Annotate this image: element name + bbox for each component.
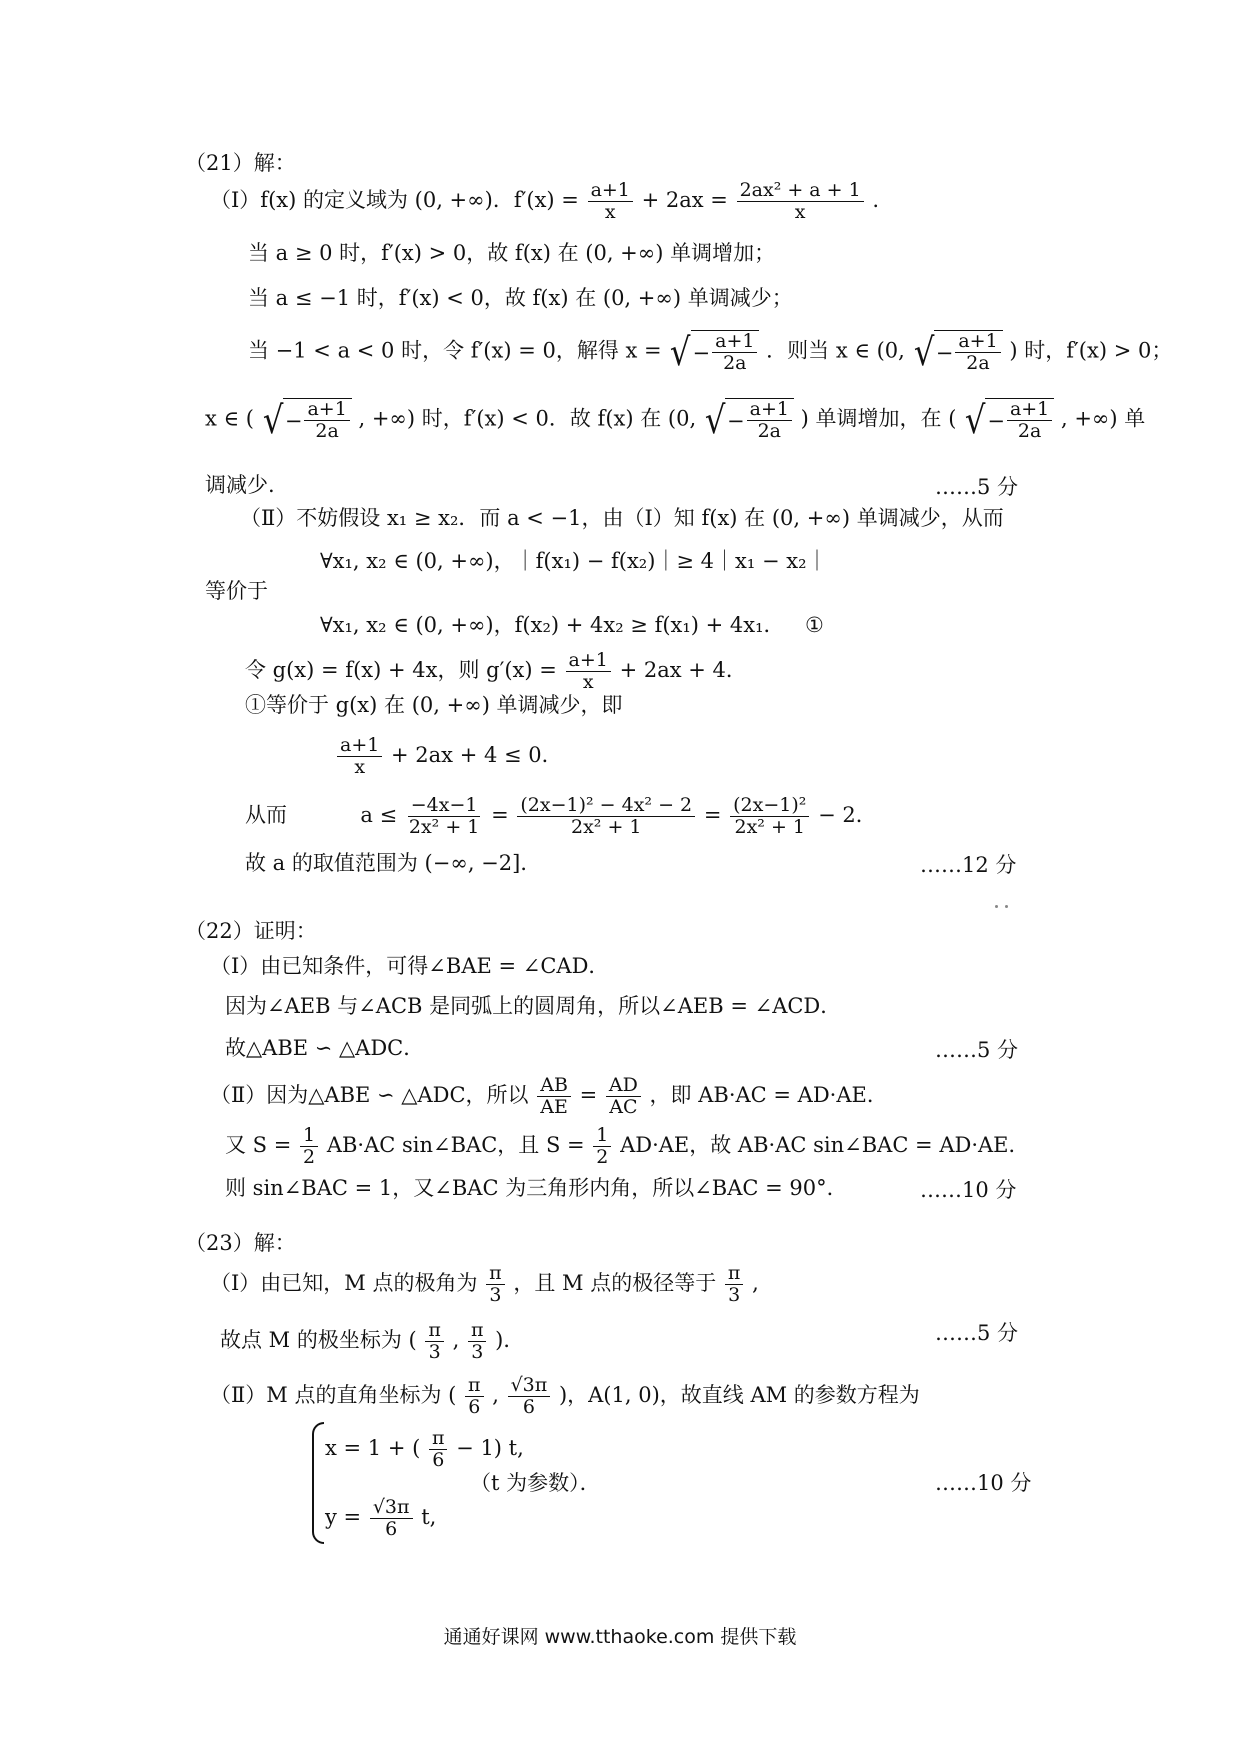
q23-sysx-text-a: x = 1 + (: [325, 1436, 421, 1460]
q22-line-5: [225, 1125, 1030, 1168]
q23-l3-text-b: )，A(1, 0)，故直线 AM 的参数方程为: [558, 1383, 920, 1407]
q21-p28-frac1: $\frac{-4x-1}{\text{2x² + 1}}$: [408, 794, 480, 838]
q21-p1-frac2: $\frac{\text{2ax² + a + 1}}{x}$: [737, 180, 864, 223]
q21-l4-text-a: 当 −1 < a < 0 时，令 f′(x) = 0，解得 x =: [248, 338, 662, 363]
q23-l2-text-a: 故点 M 的极坐标为 (: [220, 1328, 417, 1352]
q22-l4-text-a: （Ⅱ）因为△ABE ∽ △ADC，所以: [210, 1083, 529, 1107]
q21-circle-1: ①: [805, 613, 824, 637]
q21-l5-text-d: , +∞) 单: [1060, 406, 1146, 431]
q23-sysy-frac: $\frac{√3\pi}{6}$: [370, 1497, 413, 1540]
q21-p28-text-b: a ≤: [360, 803, 398, 827]
q21-l5-text-a: x ∈ (: [205, 406, 254, 431]
q23-l2-frac2: $\frac{\pi}{3}$: [468, 1320, 487, 1363]
q23-heading: （23）解：: [185, 1231, 296, 1255]
q23-l3-frac2: $\frac{√3\pi}{6}$: [508, 1375, 551, 1418]
q22-l4-frac1: $\frac{AB}{AE}$: [537, 1075, 571, 1118]
q21-case-middle: [248, 330, 1172, 374]
q21-p28-text-a: 从而: [245, 803, 287, 827]
q23-line-3: [210, 1375, 920, 1418]
q23-sysx-frac: $\frac{\pi}{6}$: [429, 1428, 448, 1471]
scan-speck: [995, 905, 998, 908]
q22-score-10: ……10 分: [920, 1178, 1017, 1202]
q23-param-note: （t 为参数）．: [470, 1471, 601, 1495]
q21-heading: （21）解：: [185, 151, 296, 175]
q23-score-10: ……10 分: [935, 1471, 1032, 1495]
q23-sysx-text-b: − 1) t,: [456, 1436, 524, 1460]
q22-line-2: 因为∠AEB 与∠ACB 是同弧上的圆周角，所以∠AEB = ∠ACD．: [225, 994, 842, 1018]
q21-p25-text-b: + 2ax + 4．: [619, 658, 747, 682]
q21-p28-eq1: =: [491, 803, 509, 827]
q23-l1-text-a: （Ⅰ）由已知，M 点的极角为: [210, 1271, 478, 1295]
q22-line-1: （Ⅰ）由已知条件，可得∠BAE = ∠CAD．: [210, 954, 610, 978]
q21-a-bound: [245, 795, 877, 838]
q21-p28-text-c: − 2．: [818, 803, 877, 827]
q21-part1-derivative: [210, 180, 879, 223]
q21-l5-text-c: ) 单调增加，在 (: [800, 406, 957, 431]
q21-p25-text-a: 令 g(x) = f(x) + 4x，则 g′(x) =: [245, 658, 557, 682]
q22-line-6: 则 sin∠BAC = 1，又∠BAC 为三角形内角，所以∠BAC = 90°．: [225, 1176, 848, 1200]
q21-l5-text-b: , +∞) 时，f′(x) < 0．故 f(x) 在 (0,: [358, 406, 697, 431]
q21-range: 故 a 的取值范围为 (−∞, −2]．: [245, 851, 542, 875]
q23-score-5: ……5 分: [935, 1321, 1019, 1345]
q23-line-2: [220, 1320, 524, 1363]
q22-l5-frac2: $\frac{1}{2}$: [593, 1125, 611, 1168]
scan-speck: [1005, 905, 1008, 908]
q23-l3-frac1: $\frac{\pi}{6}$: [465, 1375, 484, 1418]
q21-score-12: ……12 分: [920, 853, 1017, 877]
q21-l4-sqrt1: √ − $\frac{a+1}{2a}$: [668, 330, 759, 374]
q23-sysy-text-a: y =: [325, 1505, 362, 1529]
q21-p28-frac2: $\frac{\text{(2x−1)² − 4x² − 2}}{\text{2x² + 1}}$: [517, 795, 695, 838]
q21-l4-text-b: ．则当 x ∈ (0,: [766, 338, 905, 363]
q22-l4-text-b: ，即 AB·AC = AD·AE．: [649, 1083, 888, 1107]
q21-case-a-nonneg: 当 a ≥ 0 时，f′(x) > 0，故 f(x) 在 (0, +∞) 单调增加；: [248, 241, 776, 265]
q21-case-a-le-minus1: 当 a ≤ −1 时，f′(x) < 0，故 f(x) 在 (0, +∞) 单调减少；: [248, 286, 793, 310]
q23-l2-frac1: $\frac{\pi}{3}$: [425, 1320, 444, 1363]
q23-l2-text-b: )．: [495, 1328, 525, 1352]
q21-g-derivative: [245, 650, 747, 693]
q23-l1-frac1: $\frac{\pi}{3}$: [486, 1263, 505, 1306]
q22-l5-text-b: AB·AC sin∠BAC，且 S =: [326, 1133, 585, 1157]
q23-sys-x: [325, 1428, 524, 1471]
q23-line-1: [210, 1263, 759, 1306]
q21-p1-frac1: $\frac{a+1}{x}$: [588, 180, 633, 223]
q21-l5-sqrt3: √ − $\frac{a+1}{2a}$: [963, 398, 1054, 442]
q21-p27-frac: $\frac{a+1}{x}$: [337, 735, 382, 778]
q21-l4-sqrt2: √ − $\frac{a+1}{2a}$: [912, 330, 1003, 374]
q22-heading: （22）证明：: [185, 919, 317, 943]
q21-inequality-2: ∀x₁, x₂ ∈ (0, +∞)，f(x₂) + 4x₂ ≥ f(x₁) + 4x₁．: [320, 613, 785, 637]
q21-interval-line: [205, 398, 1145, 442]
q21-p1-text-a: （Ⅰ）f(x) 的定义域为 (0, +∞)．f′(x) =: [210, 188, 586, 212]
q21-p25-frac: $\frac{a+1}{x}$: [566, 650, 611, 693]
q21-l4-text-c: ) 时，f′(x) > 0；: [1009, 338, 1173, 363]
q21-p1-text-b: + 2ax =: [641, 188, 728, 212]
q23-sys-y: [325, 1497, 436, 1540]
q21-inequality-1: ∀x₁, x₂ ∈ (0, +∞)，｜f(x₁) − f(x₂)｜≥ 4｜x₁ − x₂｜: [320, 549, 828, 573]
q23-l3-text-a: （Ⅱ）M 点的直角坐标为 (: [210, 1383, 457, 1407]
q21-p1-text-c: .: [872, 188, 880, 212]
q21-equiv-label: 等价于: [205, 579, 268, 603]
q23-l1-frac2: $\frac{\pi}{3}$: [725, 1263, 744, 1306]
q21-p28-frac3: $\frac{\text{(2x−1)²}}{\text{2x² + 1}}$: [730, 795, 809, 838]
q23-sysy-text-b: t,: [421, 1505, 437, 1529]
system-brace: [312, 1422, 324, 1544]
q23-l1-text-c: ,: [752, 1271, 759, 1295]
footer-watermark: 通通好课网 www.tthaoke.com 提供下载: [443, 1626, 797, 1648]
q22-score-5: ……5 分: [935, 1038, 1019, 1062]
q21-equiv-g: ①等价于 g(x) 在 (0, +∞) 单调减少，即: [245, 693, 623, 717]
q22-l5-text-a: 又 S =: [225, 1133, 292, 1157]
q23-l2-sep: ,: [452, 1328, 460, 1352]
q23-l3-sep: ,: [492, 1383, 499, 1407]
q21-p27-text: + 2ax + 4 ≤ 0．: [391, 743, 563, 767]
q21-l5-sqrt1: √ − $\frac{a+1}{2a}$: [261, 398, 352, 442]
q22-line-3: 故△ABE ∽ △ADC．: [225, 1036, 425, 1060]
q21-p28-eq2: =: [703, 803, 722, 827]
q22-l5-frac1: $\frac{1}{2}$: [300, 1125, 318, 1168]
q22-line-4: [210, 1075, 888, 1118]
q21-l5-sqrt2: √ − $\frac{a+1}{2a}$: [703, 398, 794, 442]
q22-l4-frac2: $\frac{AD}{AC}$: [606, 1075, 641, 1118]
q21-score-5: ……5 分: [935, 475, 1019, 499]
q22-l5-text-c: AD·AE，故 AB·AC sin∠BAC = AD·AE．: [620, 1133, 1030, 1157]
q21-part2-intro: （Ⅱ）不妨假设 x₁ ≥ x₂．而 a < −1，由（Ⅰ）知 f(x) 在 (0, +∞) 单调减少，从而: [240, 506, 1004, 530]
q22-l4-eq: =: [579, 1083, 598, 1107]
q23-l1-text-b: ，且 M 点的极径等于: [513, 1271, 717, 1295]
q21-l6: 调减少.: [205, 473, 275, 497]
q21-g-ineq: [335, 735, 563, 778]
